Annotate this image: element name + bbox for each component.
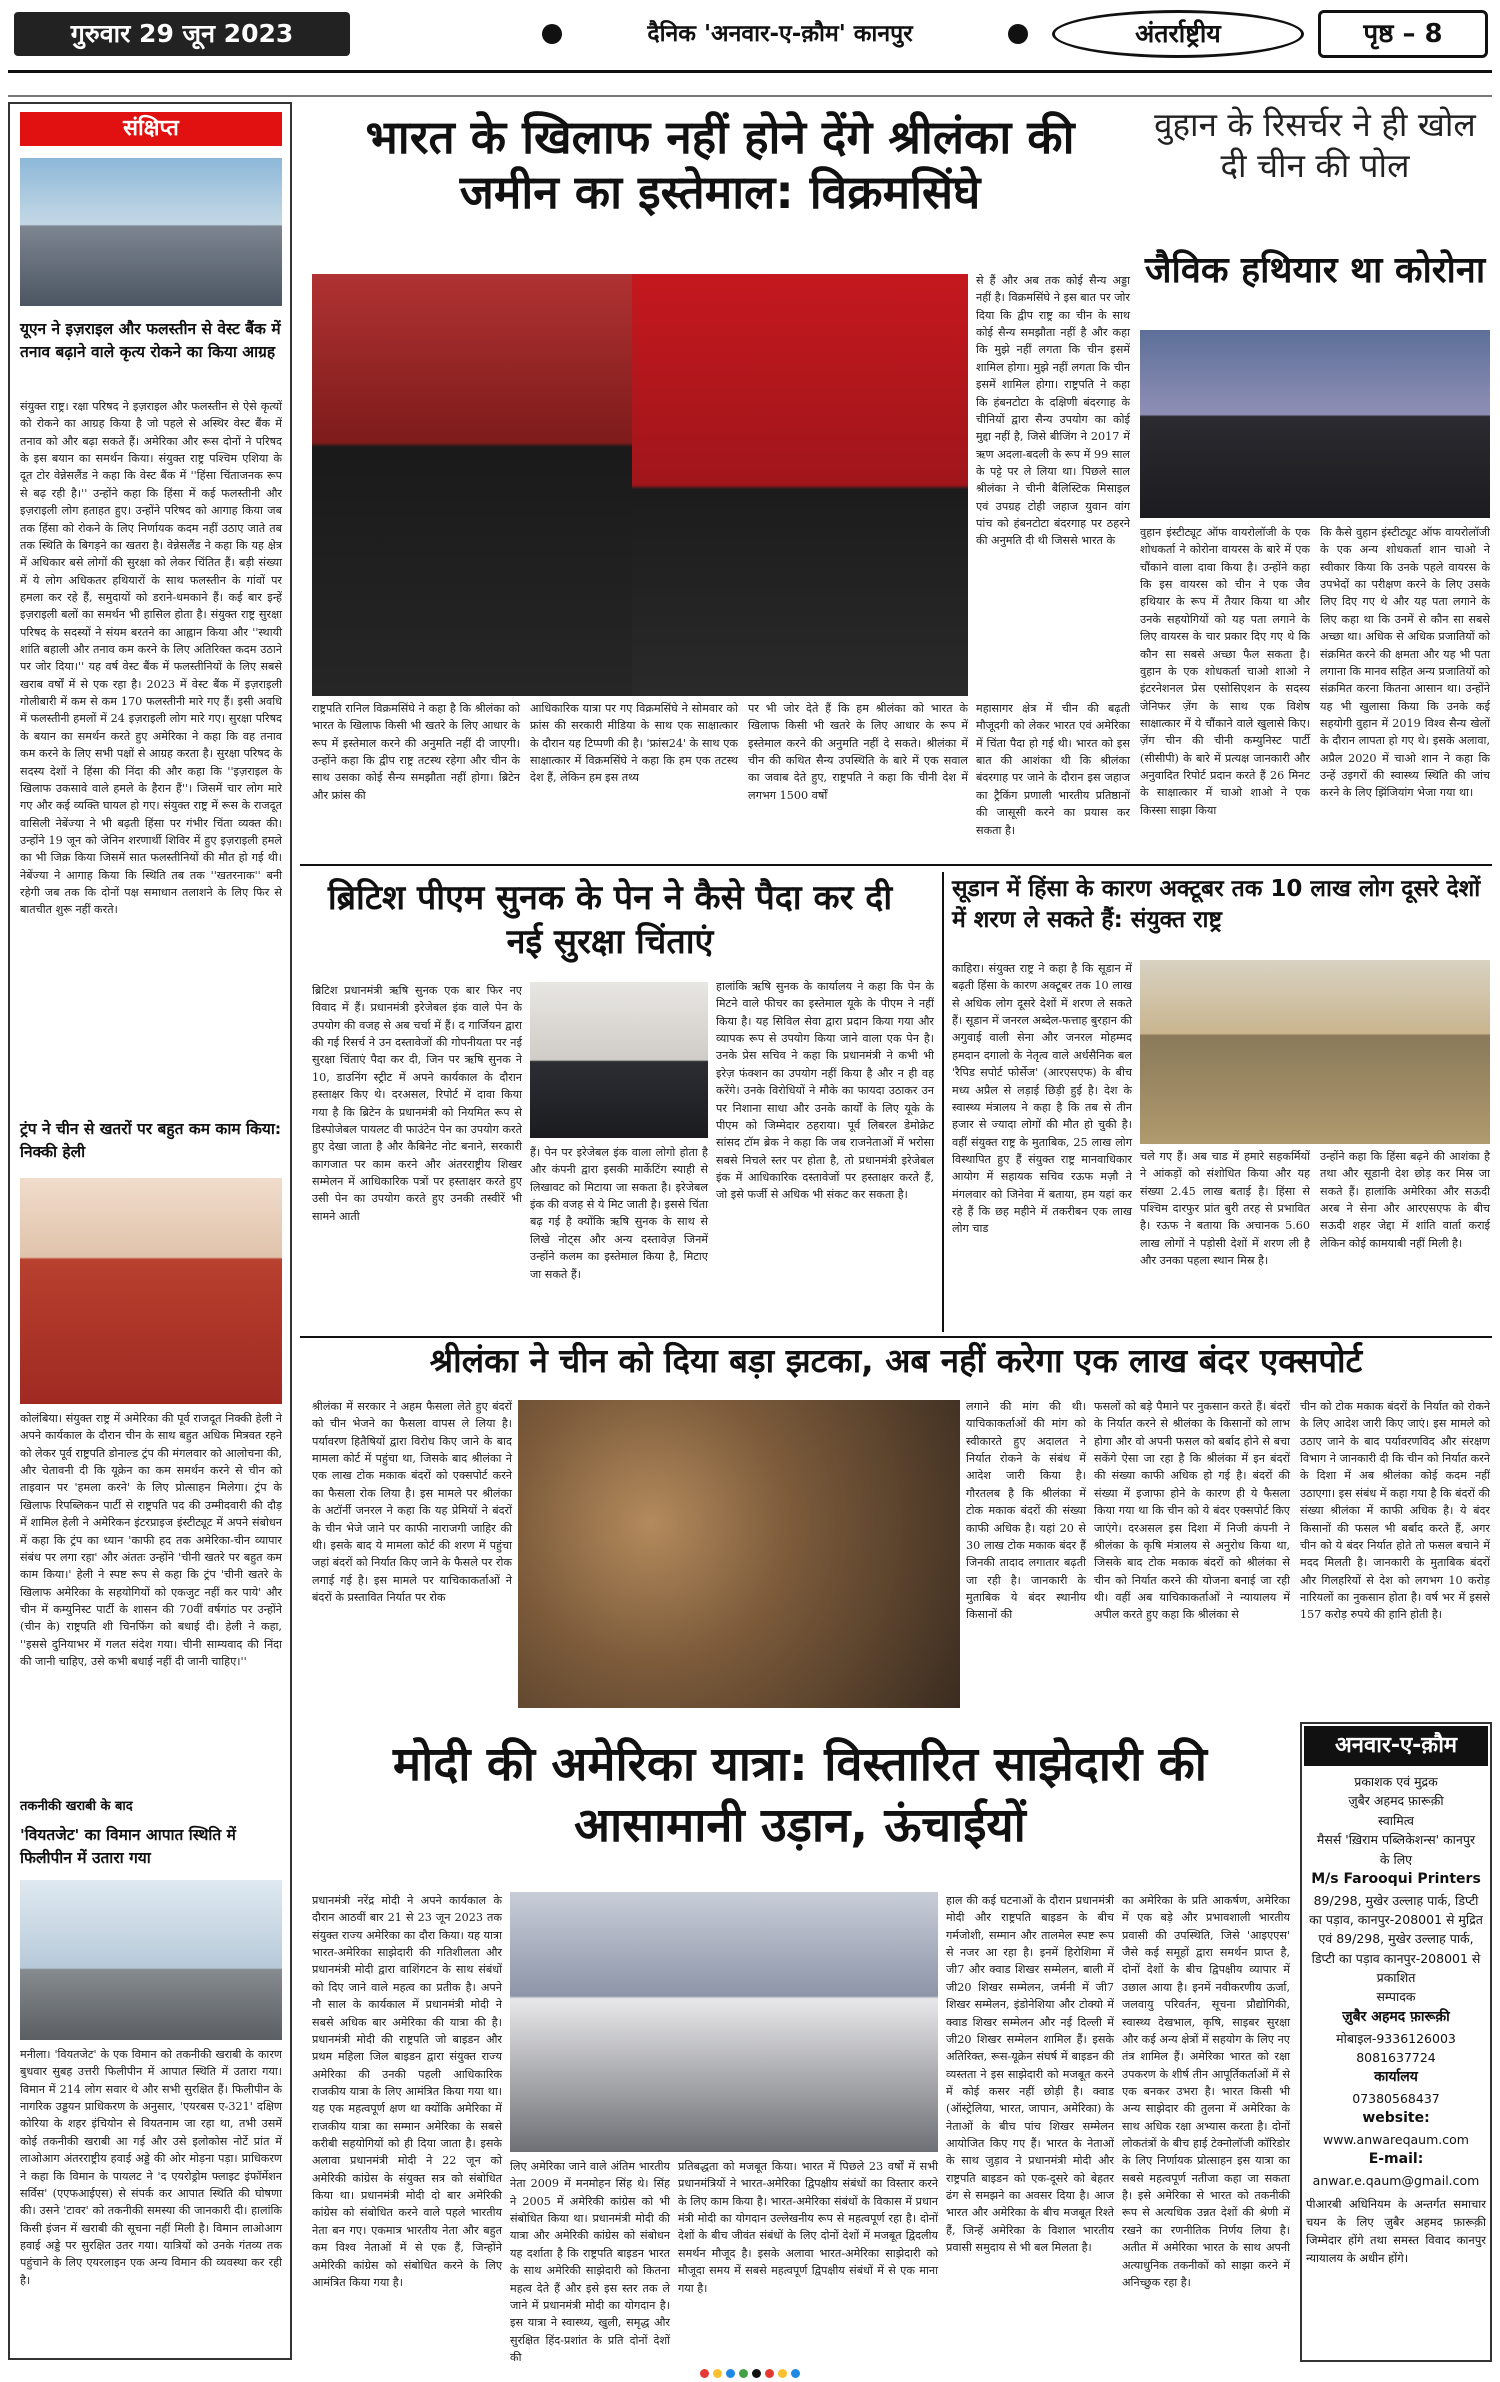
registration-dot-icon bbox=[765, 2369, 774, 2378]
nikki-haley-photo bbox=[20, 1178, 282, 1404]
vietjet-plane-photo bbox=[20, 1880, 282, 2040]
section-divider bbox=[300, 1336, 1492, 1338]
page-number: पृष्ठ – 8 bbox=[1318, 10, 1488, 58]
brief-body-1: संयुक्त राष्ट्र। रक्षा परिषद ने इज़राइल और फलस्तीन से ऐसे कृत्यों को रोकने का आग्रह किया है जो पहले से अस्थिर वेस्ट बैंक में तनाव को और बढ़ा सकते हैं। अमेरिका और रूस दोनों ने परिषद के इस बयान का समर्थन किया। संयुक्त राष्ट्र पश्चिम एशिया के दूत टोर वेन्नेसलैंड ने कहा कि वेस्ट बैंक में ''हिंसा चिंताजनक रूप से बढ़ रही है।'' उन्होंने कहा कि हिंसा में कई फलस्तीनी और इज़राइली लोग हताहत हुए। उन्होंने परिषद को आगाह किया जब तक हिंसा को रोकने के लिए निर्णायक कदम नहीं उठाए जाते तब तक स्थिति के बिगड़ने का खतरा है। वेन्नेसलैंड ने कहा कि यह क्षेत्र में अधिकार बसे लोगों की सुरक्षा को लेकर चिंतित हैं। बड़ी संख्या में ये लोग अधिकतर हथियारों के साथ फलस्तीन के गांवों पर हमला कर रहे हैं, समुदायों को डराने-धमकाने हैं। कई बार इन्हें इज़राइली बलों का समर्थन भी हासिल होता है। संयुक्त राष्ट्र सुरक्षा परिषद के सदस्यों ने संयम बरतने का आह्वान किया और ''स्थायी शांति बहाली और तनाव कम करने के लिए अतिरिक्त कदम उठाने पर जोर दिया।'' यह वर्ष वेस्ट बैंक में फलस्तीनियों के लिए सबसे खराब वर्षों में से एक रहा है। 2023 में वेस्ट बैंक में इज़राइली गोलीबारी में कम से कम 170 फलस्तीनी मारे गए हैं। इसी अवधि में फलस्तीनी हमलों में 24 इज़राइली लोग मारे गए। सुरक्षा परिषद के बयान का समर्थन करते हुए अमेरिका ने कहा कि वह तनाव कम करने के लिए सभी पक्षों से आग्रह करता है। सुरक्षा परिषद के सदस्य देशों ने हिंसा की निंदा की और कहा कि ''इज़राइल के खिलाफ उकसावे वाले हमले के हैरान हैं''। जिसमें चार लोग मारे गए और कई व्यक्ति घायल हो गए। संयुक्त राष्ट्र में रूस के राजदूत वासिली नेबेंज्या ने भी बढ़ती हिंसा पर गंभीर चिंता व्यक्त की। उन्होंने 19 जून को जेनिन शरणार्थी शिविर में हुए इज़राइली हमले का भी जिक्र किया जिसमें सात फलस्तीनियों की मौत हो गई थी। नेबेंज्या ने आगाह किया कि स्थिति तब तक ''खतरनाक'' बनी रहेगी जब तक कि दोनों पक्ष समाधान तलाशने के लिए फिर से बातचीत शुरू नहीं करते। bbox=[20, 400, 282, 917]
lead-body-4: से हैं और अब तक कोई सैन्य अड्डा नहीं है। विक्रमसिंघे ने इस बात पर जोर दिया कि द्वीप राष्ट्र का चीन के साथ कोई सैन्य समझौता नहीं है और कहा कि मुझे नहीं लगता कि चीन इसमें शामिल होगा। मुझे नहीं लगता कि चीन इसमें शामिल होगा। राष्ट्रपति ने कहा कि हंबनटोटा के दक्षिणी बंदरगाह के चीनियों द्वारा सैन्य उपयोग का कोई मुद्दा नहीं है, जिसे बीजिंग ने 2017 में ऋण अदला-बदली के रूप में 99 साल के पट्टे पर ले लिया था। पिछले साल श्रीलंका ने चीनी बैलिस्टिक मिसाइल एवं उपग्रह टोही जहाज युवान वांग पांच को हंबनटोटा बंदरगाह पर ठहरने की अनुमति दी थी जिससे भारत के bbox=[976, 274, 1130, 548]
srilanka-headline: श्रीलंका ने चीन को दिया बड़ा झटका, अब नहीं करेगा एक लाख बंदर एक्सपोर्ट bbox=[429, 1341, 1363, 1380]
brief-headline-2: ट्रंप ने चीन से खतरों पर बहुत कम काम किया: निक्की हेली bbox=[20, 1120, 282, 1162]
sunak-headline: ब्रिटिश पीएम सुनक के पेन ने कैसे पैदा कर दी नई सुरक्षा चिंताएं bbox=[327, 878, 893, 963]
website-label: website: bbox=[1362, 2110, 1430, 2127]
sudan-tank-photo bbox=[1140, 960, 1490, 1144]
section-name: अंतर्राष्ट्रीय bbox=[1052, 10, 1304, 58]
srilanka-body-4: चीन को टोक मकाक बंदरों के निर्यात को रोकने के लिए आदेश जारी किए जाएं। इस मामले को उठाए जाने के बाद पर्यावरणविद और संरक्षण विभाग ने जानकारी दी कि चीन को निर्यात करने के दिशा में अब श्रीलंका कोई कदम नहीं उठाएगा। इस संबंध में कहा गया है कि बंदरों की संख्या श्रीलंका में काफी अधिक है। ये बंदर किसानों की फसल भी बर्बाद करते हैं, अगर चीन को ये बंदर निर्यात होते तो फसल बचाने में मदद मिलती है। जानकारी के मुताबिक बंदरों और गिलहरियों से देश को लगभग 10 करोड़ नारियलों का नुकसान होता है। वर्ष भर में इससे 157 करोड़ रुपये की हानि होती है। bbox=[1300, 1400, 1490, 1622]
sunak-body-3: हालांकि ऋषि सुनक के कार्यालय ने कहा कि पेन के मिटने वाले फीचर का इस्तेमाल यूके के पीएम ने नहीं किया है। यह सिविल सेवा द्वारा प्रदान किया गया और व्यापक रूप से उपयोग किया जाने वाला एक पेन है। उनके प्रेस सचिव ने कहा कि प्रधानमंत्री ने कभी भी इरेज़ फंक्शन का उपयोग नहीं किया है और न ही वह करेंगे। उनके विरोधियों ने मौके का फायदा उठाकर उन पर निशाना साधा और उनके कार्यों के लिए यूके के पीएम को जिम्मेदार ठहराया। पूर्व लिबरल डेमोक्रेट सांसद टॉम ब्रेक ने कहा कि जब राजनेताओं में भरोसा सबसे निचले स्तर पर होता है, तो प्रधानमंत्री इरेजेबल इंक में आधिकारिक दस्तावेजों पर हस्ताक्षर करते हैं, जो इसे फर्जी से अधिक भी संकट कर सकता है। bbox=[716, 980, 934, 1202]
modi-body-5: का अमेरिका के प्रति आकर्षण, अमेरिका में एक बड़े और प्रभावशाली भारतीय प्रवासी की उपस्थिति, जिसे 'आइएएस' जैसे कई समूहों द्वारा समर्थन प्राप्त है, दोनों देशों के बीच द्विपक्षीय व्यापार में उछाल आया है। इनमें नवीकरणीय ऊर्जा, जलवायु परिवर्तन, सूचना प्रौद्योगिकी, स्वास्थ्य देखभाल, कृषि, साइबर सुरक्षा और कई अन्य क्षेत्रों में सहयोग के लिए नए तंत्र शामिल हैं। अमेरिका भारत को रक्षा उपकरण के शीर्ष तीन आपूर्तिकर्ताओं में से एक बनकर उभरा है। भारत किसी भी अन्य साझेदार की तुलना में अमेरिका के साथ अधिक रक्षा अभ्यास करता है। दोनों लोकतंत्रों के बीच हाई टेक्नोलॉजी कॉरिडोर के लिए निर्णायक प्रोत्साहन इस यात्रा का सबसे महत्वपूर्ण नतीजा कहा जा सकता है। इसे अमेरिका से भारत को तकनीकी रूप से अत्यधिक उन्नत देशों की श्रेणी में रखने का रणनीतिक निर्णय लिया है। अतीत में अमेरिका भारत के साथ अपनी अत्याधुनिक तकनीकों को साझा करने में अनिच्छुक रहा है। bbox=[1122, 1894, 1290, 2289]
imprint-address: 89/298, मुखेर उल्लाह पार्क, डिप्टी का पड़ाव, कानपुर-208001 से मुद्रित एवं 89/298, मुखेर उल्लाह पार्क, डिप्टी का पड़ाव कानपुर-208001 से प्रकाशित bbox=[1309, 1892, 1483, 1986]
masthead-rule bbox=[8, 70, 1492, 73]
masthead-rule bbox=[8, 95, 1492, 97]
wuhan-subheadline: जैविक हथियार था कोरोना bbox=[1144, 250, 1486, 291]
footer-color-bar bbox=[0, 2366, 1500, 2380]
modi-body-1: प्रधानमंत्री नरेंद्र मोदी ने अपने कार्यकाल के दौरान आठवीं बार 21 से 23 जून 2023 तक संयुक्त राज्य अमेरिका का दौरा किया। यह यात्रा भारत-अमेरिका साझेदारी की गतिशीलता और प्रधानमंत्री मोदी द्वारा वाशिंगटन के साथ संबंधों को दिए जाने वाले महत्व का प्रतीक है। अपने नौ साल के कार्यकाल में प्रधानमंत्री मोदी ने सबसे अधिक बार अमेरिका की यात्रा की है। प्रधानमंत्री मोदी की राष्ट्रपति जो बाइडन और प्रथम महिला जिल बाइडन द्वारा संयुक्त राज्य अमेरिका की उनकी पहली आधिकारिक राजकीय यात्रा के लिए आमंत्रित किया गया था। यह एक महत्वपूर्ण क्षण था क्योंकि अमेरिका में राजकीय यात्रा का सम्मान अमेरिका के सबसे करीबी सहयोगियों को ही दिया जाता है। इसके अलावा प्रधानमंत्री मोदी ने 22 जून को अमेरिकी कांग्रेस के संयुक्त सत्र को संबोधित किया था। प्रधानमंत्री मोदी दो बार अमेरिकी कांग्रेस को संबोधित करने वाले पहले भारतीय नेता बन गए। एकमात्र भारतीय नेता और बहुत कम विश्व नेताओं में से एक हैं, जिन्होंने अमेरिकी कांग्रेस को संबोधित करने के लिए आमंत्रित किया गया है। bbox=[312, 1894, 502, 2289]
lead-body-5: महासागर क्षेत्र में चीन की बढ़ती मौजूदगी को लेकर भारत एवं अमेरिका में चिंता पैदा हो गई थी। भारत को इस बात की आशंका थी कि श्रीलंका बंदरगाह पर जाने के दौरान इस जहाज का ट्रैकिंग प्रणाली भारतीय प्रतिष्ठानों की जासूसी करने का प्रयास कर सकता है। bbox=[976, 702, 1130, 837]
website-link[interactable]: www.anwareqaum.com bbox=[1323, 2132, 1469, 2147]
email-link[interactable]: anwar.e.qaum@gmail.com bbox=[1312, 2173, 1480, 2189]
brief-kicker-3: तकनीकी खराबी के बाद bbox=[20, 1799, 133, 1814]
owner-label: स्वामित्व bbox=[1377, 1812, 1415, 1828]
wickremesinghe-photo bbox=[312, 274, 632, 696]
wuhan-xi-photo bbox=[1140, 330, 1490, 518]
masthead bbox=[0, 0, 1500, 70]
sudan-body-1: काहिरा। संयुक्त राष्ट्र ने कहा है कि सूडान में बढ़ती हिंसा के कारण अक्टूबर तक 10 लाख से अधिक लोग दूसरे देशों में शरण ले सकते हैं। सूडान में जनरल अब्देल-फत्ताह बुरहान की अगुवाई वाली सेना और जनरल मोहम्मद हमदान दगालो के नेतृत्व वाले अर्धसैनिक बल 'रैपिड सपोर्ट फोर्सेज' (आरएसएफ) के बीच मध्य अप्रैल से लड़ाई छिड़ी हुई है। देश के स्वास्थ्य मंत्रालय ने कहा है कि तब से तीन हजार से ज्यादा लोगों की मौत हो चुकी है। वहीं संयुक्त राष्ट्र के मुताबिक, 25 लाख लोग विस्थापित हुए हैं संयुक्त राष्ट्र मानवाधिकार आयोग में सहायक सचिव रऊफ मज़ौ ने मंगलवार को जिनेवा में बताया, हम यहां कर रहे हैं कि छह महीने में तकरीबन एक लाख लोग चाड bbox=[952, 962, 1132, 1236]
issue-date: गुरुवार 29 जून 2023 bbox=[14, 12, 350, 56]
lead-body-1: राष्ट्रपति रानिल विक्रमसिंघे ने कहा है कि श्रीलंका को भारत के खिलाफ किसी भी खतरे के लिए आधार के रूप में इस्तेमाल करने की अनुमति नहीं दी जाएगी। उन्होंने कहा कि द्वीप राष्ट्र तटस्थ रहेगा और चीन के साथ उसका कोई सैन्य समझौता नहीं होगा। ब्रिटेन और फ्रांस की bbox=[312, 702, 520, 802]
office-label: कार्यालय bbox=[1374, 2069, 1418, 2086]
email-label: E-mail: bbox=[1368, 2151, 1424, 2168]
modi-body-4: हाल की कई घटनाओं के दौरान प्रधानमंत्री मोदी और राष्ट्रपति बाइडन के बीच गर्मजोशी, सम्मान और तालमेल स्पष्ट रूप से नजर आ रहा है। इनमें हिरोशिमा में जी7 और क्वाड शिखर सम्मेलन, बाली में जी20 शिखर सम्मेलन, जर्मनी में जी7 शिखर सम्मेलन, इंडोनेशिया और टोक्यो में क्वाड शिखर सम्मेलन और नई दिल्ली में जी20 शिखर सम्मेलन शामिल हैं। इसके अतिरिक्त, रूस-यूक्रेन संघर्ष में बाइडन की व्यस्तता ने इस साझेदारी को मजबूत करने में कोई कसर नहीं छोड़ी है। क्वाड (ऑस्ट्रेलिया, भारत, जापान, अमेरिका) के नेताओं के बीच पांच शिखर सम्मेलन आयोजित किए गए हैं। भारत के नेताओं के साथ जुड़ाव ने प्रधानमंत्री मोदी और राष्ट्रपति बाइडन को एक-दूसरे को बेहतर ढंग से समझने का अवसर दिया है। आज भारत और अमेरिका के बीच मजबूत रिश्ते हैं, जिन्हें अमेरिका के विशाल भारतीय प्रवासी समुदाय से भी बल मिलता है। bbox=[946, 1894, 1114, 2255]
sudan-body-3: उन्होंने कहा कि हिंसा बढ़ने की आशंका है तथा और सूडानी देश छोड़ कर मिस्र जा सकते हैं। हालांकि अमेरिका और सऊदी अरब ने सेना और आरएसएफ के बीच सऊदी शहर जेद्दा में शांति वार्ता कराई लेकिन कोई कामयाबी नहीं मिली है। bbox=[1320, 1150, 1490, 1250]
brief-body-2: कोलंबिया। संयुक्त राष्ट्र में अमेरिका की पूर्व राजदूत निक्की हेली ने अपने कार्यकाल के दौरान चीन के साथ बहुत अधिक मित्रवत रहने को लेकर पूर्व राष्ट्रपति डोनाल्ड ट्रंप की मंगलवार को आलोचना की, और चेतावनी दी कि यूक्रेन का कम समर्थन करने से चीन को ताइवान पर 'हमला करने' के लिए प्रोत्साहन मिलेगा। ट्रंप के खिलाफ रिपब्लिकन पार्टी से राष्ट्रपति पद की उम्मीदवारी की दौड़ में शामिल हेली ने अमेरिकन इंटरप्राइज इंस्टीट्यूट में अपने संबोधन में कहा कि ट्रंप का ध्यान 'काफी हद तक अमेरिका-चीन व्यापार संबंध पर लगा रहा' और अंततः उन्होंने 'चीनी खतरे पर बहुत कम काम किया।' हेली ने स्पष्ट रूप से कहा कि ट्रंप 'चीनी खतरे के खिलाफ अमेरिका के सहयोगियों को एकजुट नहीं कर पाये' और चीन में कम्युनिस्ट पार्टी के शासन की 70वीं वर्षगांठ पर उन्होंने (चीन के) राष्ट्रपति शी चिनफिंग को बधाई दी। हेली ने कहा, ''इससे दुनियाभर में गलत संदेश गया। चीनी साम्यवाद की निंदा की जानी चाहिए, उसे कभी बधाई नहीं दी जानी चाहिए।'' bbox=[20, 1412, 282, 1669]
publisher-label: प्रकाशक एवं मुद्रक bbox=[1354, 1774, 1438, 1789]
bullet-icon bbox=[1008, 24, 1028, 44]
lead-headline: भारत के खिलाफ नहीं होने देंगे श्रीलंका की जमीन का इस्तेमाल: विक्रमसिंघे bbox=[365, 110, 1075, 220]
srilanka-body-1: श्रीलंका में सरकार ने अहम फैसला लेते हुए बंदरों को चीन भेजने का फैसला वापस ले लिया है। पर्यावरण हितैषियों द्वारा विरोध किए जाने के बाद मामला कोर्ट में पहुंचा था, जिसके बाद श्रीलंका ने एक लाख टोक मकाक बंदरों को एक्सपोर्ट करने का फैसला रोक लिया है। इस मामले पर श्रीलंका के अटॉर्नी जनरल ने कहा कि यह प्रेमियों ने बंदरों के चीन भेजे जाने पर काफी नाराजगी जाहिर की थी। इसके बाद ये मामला कोर्ट की शरण में पहुंचा जहां बंदरों को निर्यात किए जाने के फैसले पर रोक लगाई गई है। इस मामले पर याचिकाकर्ताओं ने बंदरों के प्रस्तावित निर्यात पर रोक bbox=[312, 1400, 512, 1604]
registration-dot-icon bbox=[739, 2369, 748, 2378]
editor-name: ज़ुबैर अहमद फ़ारूक़ी bbox=[1342, 2008, 1450, 2025]
srilanka-body-3: फसलों को बड़े पैमाने पर नुकसान करते हैं। बंदरों के निर्यात करने से श्रीलंका के किसानों को लाभ होगा और वो अपनी फसल को बर्बाद होने से बचा सकेंगे ऐसा जा रहा है कि श्रीलंका में इन बंदरों की संख्या काफी अधिक हो गई है। बंदरों की संख्या में इजाफा होने के कारण ही ये फैसला किया गया था कि चीन को ये बंदर एक्सपोर्ट किए जाएंगे। दरअसल इस दिशा में निजी कंपनी ने श्रीलंका के कृषि मंत्रालय से अनुरोध किया था, जिसके बाद टोक मकाक बंदरों को श्रीलंका से चीन को निर्यात करने की योजना बनाई जा रही थी। वहीं अब याचिकाकर्ताओं ने न्यायालय में अपील करते हुए कहा कि श्रीलंका से bbox=[1094, 1400, 1290, 1622]
brief-body-3: मनीला। 'वियतजेट' के एक विमान को तकनीकी खराबी के कारण बुधवार सुबह उत्तरी फिलीपीन में आपात स्थिति में उतारा गया। विमान में 214 लोग सवार थे और सभी सुरक्षित हैं। फिलीपीन के नागरिक उड्डयन प्राधिकरण के अनुसार, 'एयरबस ए-321' दक्षिण कोरिया के शहर इंचियोन से वियतनाम जा रहा था, तभी उसमें कोई तकनीकी खराबी आ गई और उसे इलोकोस नोर्टे प्रांत में लाओआग अंतरराष्ट्रीय हवाई अड्डे की ओर मोड़ना पड़ा। प्राधिकरण ने कहा कि विमान के पायलट ने 'द एयरोड्रोम फ्लाइट इंफॉर्मेशन सर्विस' (एएफआईएस) से संपर्क कर आपात स्थिति की घोषणा की। उसने 'टावर' को तकनीकी समस्या की जानकारी दी। हालांकि किसी इंजन में खराबी की सूचना नहीं मिली है। विमान लाओआग हवाई अड्डे पर सुरक्षित उतर गया। यात्रियों को उनके गंतव्य तक पहुंचाने के लिए एयरलाइन एक अन्य विमान की व्यवस्था कर रही है। bbox=[20, 2048, 282, 2287]
registration-dot-icon bbox=[726, 2369, 735, 2378]
paper-name: दैनिक 'अनवार-ए-क़ौम' कानपुर bbox=[647, 21, 913, 47]
modi-body-3: प्रतिबद्धता को मजबूत किया। भारत में पिछले 23 वर्षों में सभी प्रधानमंत्रियों ने भारत-अमेरिका द्विपक्षीय संबंधों का विस्तार करने के लिए काम किया है। भारत-अमेरिका संबंधों के विकास में प्रधान मंत्री मोदी का योगदान उल्लेखनीय रूप से महत्वपूर्ण रहा है। दोनों देशों के बीच जीवंत संबंधों के लिए दोनों देशों में मजबूत द्विदलीय समर्थन मौजूद है। इसके अलावा भारत-अमेरिका साझेदारी को मौजूदा समय में सबसे महत्वपूर्ण द्विपक्षीय संबंधों में से एक माना गया है। bbox=[678, 2160, 938, 2295]
sudan-headline: सूडान में हिंसा के कारण अक्टूबर तक 10 लाख लोग दूसरे देशों में शरण ले सकते हैं: संयुक्त राष्ट्र bbox=[952, 876, 1481, 934]
section-divider bbox=[300, 864, 1492, 866]
modi-body-2: लिए अमेरिका जाने वाले अंतिम भारतीय नेता 2009 में मनमोहन सिंह थे। सिंह ने 2005 में अमेरिकी कांग्रेस को भी संबोधित किया था। प्रधानमंत्री मोदी की यात्रा और अमेरिकी कांग्रेस को संबोधन यह दर्शाता है कि राष्ट्रपति बाइडन भारत के साथ अमेरिकी साझेदारी को कितना महत्व देते हैं और इसे इस स्तर तक ले जाने में प्रधानमंत्री मोदी का योगदान है। इस यात्रा ने स्वास्थ्य, खुली, समृद्ध और सुरक्षित हिंद-प्रशांत के प्रति दोनों देशों की bbox=[510, 2160, 670, 2364]
modi-headline: मोदी की अमेरिका यात्रा: विस्तारित साझेदारी की आसामानी उड़ान, ऊंचाईयों bbox=[393, 1737, 1207, 1854]
publisher-name: ज़ुबैर अहमद फ़ारूक़ी bbox=[1348, 1793, 1444, 1809]
brief-headline-3: 'वियतजेट' का विमान आपात स्थिति में फिलीपीन में उतारा गया bbox=[20, 1826, 236, 1868]
registration-dot-icon bbox=[752, 2369, 761, 2378]
xi-jinping-photo bbox=[632, 274, 968, 696]
sudan-body-2: चले गए हैं। अब चाड में हमारे सहकर्मियों ने आंकड़ों को संशोधित किया और यह संख्या 2.45 लाख बताई है। हिंसा से पश्चिम दारफुर प्रांत बुरी तरह से प्रभावित है। रऊफ ने बताया कि अचानक 5.60 लाख लोगों ने पड़ोसी देशों में शरण ली है और उनका पहला स्थान मिस्र है। bbox=[1140, 1150, 1310, 1268]
bullet-icon bbox=[542, 24, 562, 44]
phone-number: 8081637724 bbox=[1356, 2049, 1436, 2065]
registration-dot-icon bbox=[700, 2369, 709, 2378]
lead-body-3: पर भी जोर देते हैं कि हम श्रीलंका को भारत के खिलाफ किसी भी खतरे के लिए आधार के रूप में इस्तेमाल करने की अनुमति नहीं दे सकते। श्रीलंका में चीन की कथित सैन्य उपस्थिति के बारे में एक सवाल का जवाब देते हुए, राष्ट्रपति ने कहा कि चीनी देश में लगभग 1500 वर्षों bbox=[748, 702, 968, 802]
legal-note: पीआरबी अधिनियम के अन्तर्गत समाचार चयन के लिए ज़ुबैर अहमद फ़ारूक़ी जिम्मेदार होंगे तथा समस्त विवाद कानपुर न्यायालय के अधीन होंगे। bbox=[1306, 2197, 1486, 2265]
imprint-details bbox=[1306, 1772, 1486, 2268]
wuhan-headline: वुहान के रिसर्चर ने ही खोल दी चीन की पोल bbox=[1154, 105, 1476, 186]
registration-dot-icon bbox=[778, 2369, 787, 2378]
column-rule bbox=[942, 872, 944, 1332]
editor-label: सम्पादक bbox=[1376, 1989, 1416, 2005]
sunak-photo bbox=[530, 982, 708, 1138]
monkeys-photo bbox=[518, 1400, 960, 1708]
registration-dot-icon bbox=[791, 2369, 800, 2378]
lead-body-2: आधिकारिक यात्रा पर गए विक्रमसिंघे ने सोमवार को फ्रांस की सरकारी मीडिया के साथ एक साक्षात्कार के दौरान यह टिप्पणी की है। 'फ्रांस24' के साथ एक साक्षात्कार में विक्रमसिंघे ने कहा कि हम एक तटस्थ देश हैं, लेकिन हम इस तथ्य bbox=[530, 702, 738, 785]
sunak-body-1: ब्रिटिश प्रधानमंत्री ऋषि सुनक एक बार फिर नए विवाद में हैं। प्रधानमंत्री इरेजेबल इंक वाले पेन के उपयोग की वजह से अब चर्चा में हैं। द गार्जियन द्वारा की गई रिसर्च ने उन दस्तावेजों की गोपनीयता पर नई सुरक्षा चिंताएं पैदा कर दी, जिन पर ऋषि सुनक ने 10, डाउनिंग स्ट्रीट में अपने कार्यकाल के दौरान हस्ताक्षर किए थे। दरअसल, रिपोर्ट में दावा किया गया है कि ब्रिटेन के प्रधानमंत्री को नियमित रूप से डिस्पोजेबल पायलट वी फाउंटेन पेन का उपयोग करते हुए देखा जाता है और कैबिनेट नोट बनाने, सरकारी कागजात पर काम करने और अंतरराष्ट्रीय शिखर सम्मेलन में आधिकारिक पत्रों पर हस्ताक्षर करते हुए उसी पेन का उपयोग करते हुए उनकी तस्वीरें भी सामने आती bbox=[312, 984, 522, 1223]
imprint-title: अनवार-ए-क़ौम bbox=[1304, 1726, 1488, 1766]
mobile-number: मोबाइल-9336126003 bbox=[1336, 2030, 1456, 2046]
printer-label: के लिए bbox=[1379, 1851, 1413, 1867]
owner-name: मैसर्स 'ख़िराम पब्लिकेशन्स' कानपुर bbox=[1316, 1832, 1476, 1848]
registration-dot-icon bbox=[713, 2369, 722, 2378]
wuhan-body-2: कि कैसे वुहान इंस्टीट्यूट ऑफ वायरोलॉजी के एक अन्य शोधकर्ता शान चाओ ने स्वीकार किया कि उनके पहले वायरस के उपभेदों का परीक्षण करने के लिए उसके लिए दिए गए थे और यह पता लगाने के लिए कहा था कि उनमें से कौन सा सबसे अच्छा था। अधिक से अधिक प्रजातियों को संक्रमित करने की क्षमता और यह भी पता लगाना कि मानव सहित अन्य प्रजातियों को संक्रमित करना कितना आसान था। उन्होंने यह भी खुलासा किया कि उनके कई सहयोगी वुहान में 2019 विश्व सैन्य खेलों के दौरान लापता हो गए थे। इसके अलावा, अप्रैल 2020 में चाओ शान ने कहा कि उन्हें उइगरों की स्वास्थ्य स्थिति की जांच करने के लिए झिंजियांग भेजा गया था। bbox=[1320, 526, 1490, 800]
sunak-body-2: हैं। पेन पर इरेजेबल इंक वाला लोगो होता है और कंपनी द्वारा इसकी मार्केटिंग स्याही से लिखावट को मिटाया जा सकता है। इरेजेबल इंक की वजह से ये मिट जाती है। इससे चिंता बढ़ गई है क्योंकि ऋषि सुनक के साथ से लिखे नोट्स और अन्य दस्तावेज़ जिनमें उन्होंने कलम का इस्तेमाल किया है, मिटाए जा सकते हैं। bbox=[530, 1146, 708, 1281]
printer-name: M/s Farooqui Printers bbox=[1311, 1870, 1481, 1887]
wuhan-body-1: वुहान इंस्टीट्यूट ऑफ वायरोलॉजी के एक शोधकर्ता ने कोरोना वायरस के बारे में एक चौंकाने वाला दावा किया है। उन्होंने कहा कि इस वायरस को चीन ने एक जैव हथियार के रूप में तैयार किया था और उनके सहयोगियों को यह पता लगाने के लिए वायरस के चार प्रकार दिए गए थे कि कौन सा सबसे अच्छा फैल सकता है। वुहान के एक शोधकर्ता चाओ शाओ ने इंटरनेशनल प्रेस एसोसिएशन के सदस्य जेनिफर ज़ेंग के साथ एक विशेष साक्षात्कार में ये चौंकाने वाले खुलासे किए। ज़ेंग चीन की चीनी कम्युनिस्ट पार्टी (सीसीपी) के बारे में प्रत्यक्ष जानकारी और अनुवादित रिपोर्ट प्रदान करते हैं 26 मिनट के साक्षात्कार में चाओ शाओ ने एक किस्सा साझा किया bbox=[1140, 526, 1310, 817]
srilanka-body-2: लगाने की मांग की थी। याचिकाकर्ताओं की मांग को स्वीकारते हुए अदालत ने निर्यात रोकने के संबंध में आदेश जारी किया है। गौरतलब है कि श्रीलंका में टोक मकाक बंदरों की संख्या काफी अधिक है। यहां 20 से 30 लाख टोक मकाक बंदर हैं जिनकी तादाद लगातार बढ़ती जा रही है। जानकारी के मुताबिक ये बंदर स्थानीय किसानों की bbox=[966, 1400, 1086, 1622]
brief-headline-1: यूएन ने इज़राइल और फलस्तीन से वेस्ट बैंक में तनाव बढ़ाने वाले कृत्य रोकने का किया आग्रह bbox=[20, 320, 281, 362]
modi-biden-photo bbox=[510, 1892, 938, 2152]
office-number: 07380568437 bbox=[1352, 2090, 1440, 2106]
un-building-photo bbox=[20, 158, 282, 306]
brief-label: संक्षिप्त bbox=[20, 112, 282, 146]
